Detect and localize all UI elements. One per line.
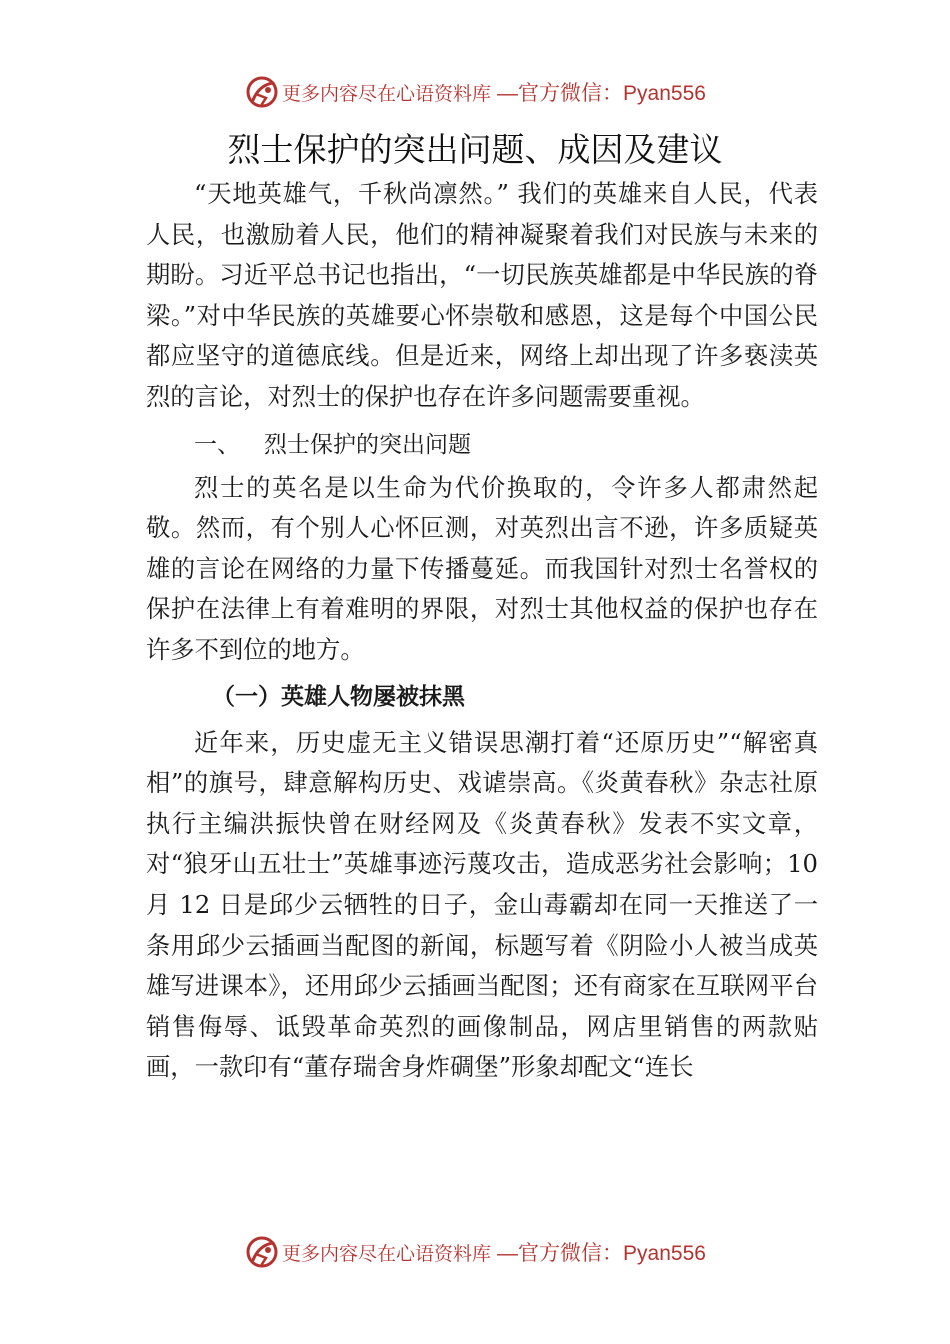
header-banner xyxy=(0,72,950,112)
document-body xyxy=(146,174,818,1088)
section-1-number: 一、 xyxy=(194,431,240,458)
section-1-paragraph: 烈士的英名是以生命为代价换取的，令许多人都肃然起敬。然而，有个别人心怀叵测，对英烈出言不逊，许多质疑英雄的言论在网络的力量下传播蔓延。而我国针对烈士名誉权的保护在法律上有着难明的界限，对烈士其他权益的保护也存在许多不到位的地方。 xyxy=(146,472,818,664)
subsection-1-paragraph: 近年来，历史虚无主义错误思潮打着“还原历史”“解密真相”的旗号，肆意解构历史、戏谑崇高。《炎黄春秋》杂志社原执行主编洪振快曾在财经网及《炎黄春秋》发表不实文章，对“狼牙山五壮士”英雄事迹污蔑攻击，造成恶劣社会影响；10 月 12 日是邱少云牺牲的日子，金山毒霸却在同一天推送了一条用邱少云插画当配图的新闻，标题写着《阴险小人被当成英雄写进课本》，还用邱少云插画当配图；还有商家在互联网平台销售侮辱、诋毁革命英烈的画像制品，网店里销售的两款贴画，一款印有“董存瑞舍身炸碉堡”形象却配文“连长 xyxy=(146,727,818,1082)
subsection-1-heading: （一）英雄人物屡被抹黑 xyxy=(212,683,465,710)
banner-wechat-text: —官方微信：Pyan556 xyxy=(497,82,706,105)
intro-paragraph: “天地英雄气，千秋尚凛然。” 我们的英雄来自人民，代表人民，也激励着人民，他们的精神凝聚着我们对民族与未来的期盼。习近平总书记也指出，“一切民族英雄都是中华民族的脊梁。”对中华民族的英雄要心怀崇敬和感恩，这是每个中国公民都应坚守的道德底线。但是近来，网络上却出现了许多亵渎英烈的言论，对烈士的保护也存在许多问题需要重视。 xyxy=(146,179,818,411)
banner-brand-text: 更多内容尽在心语资料库 xyxy=(282,82,492,105)
footer-banner xyxy=(0,1232,950,1272)
section-1-heading xyxy=(146,422,818,468)
page-title: 烈士保护的突出问题、成因及建议 xyxy=(227,130,723,169)
footer-wechat-text: —官方微信：Pyan556 xyxy=(497,1242,706,1265)
section-1-title: 烈士保护的突出问题 xyxy=(264,431,471,458)
brand-logo-icon xyxy=(244,1234,280,1270)
footer-brand-text: 更多内容尽在心语资料库 xyxy=(282,1242,492,1265)
brand-logo-icon xyxy=(244,74,280,110)
